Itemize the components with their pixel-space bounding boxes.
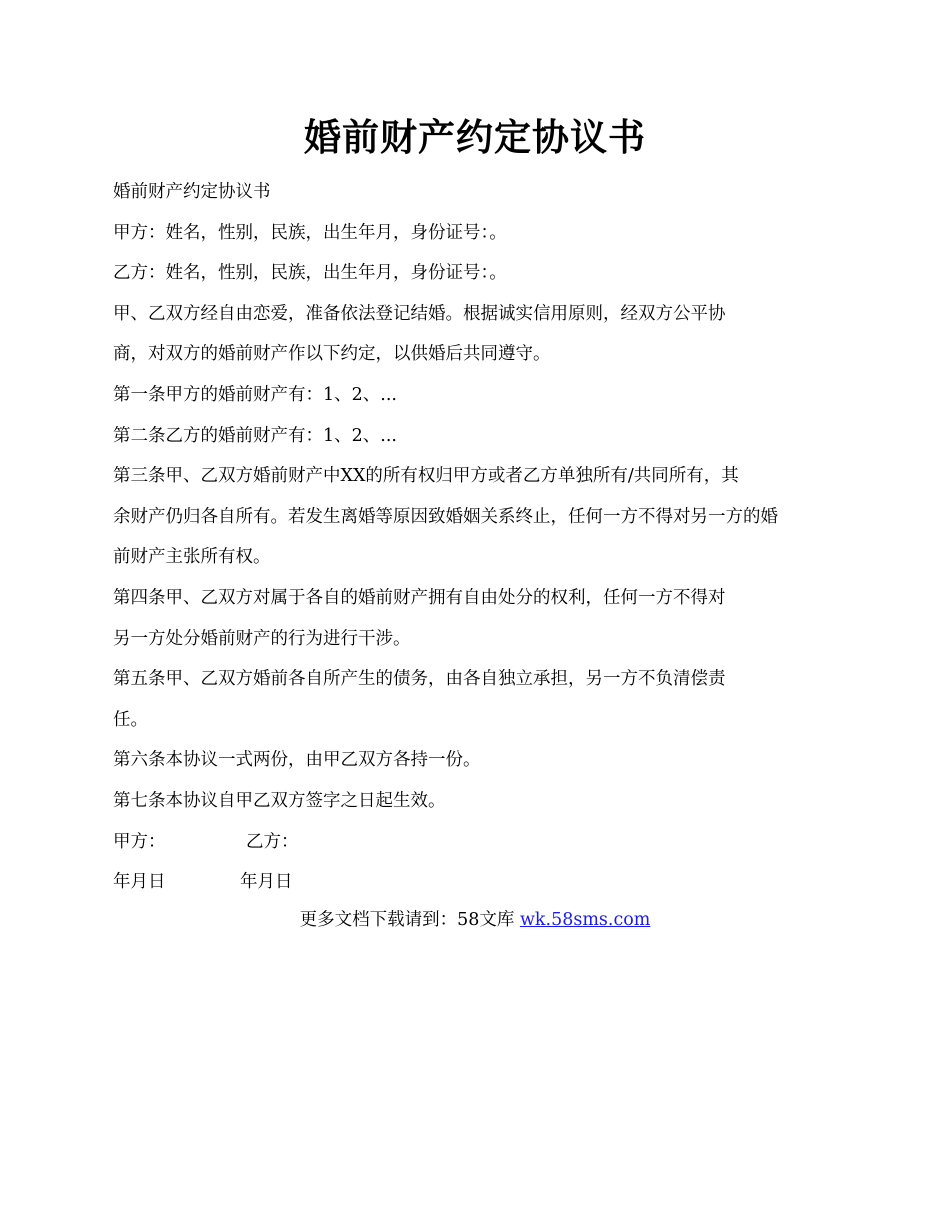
article-4-line-1: 第四条甲、乙双方对属于各自的婚前财产拥有自由处分的权利，任何一方不得对 [113,587,726,608]
party-b-line: 乙方：姓名，性别，民族，出生年月，身份证号：。 [113,263,507,284]
article-5-line-2: 任。 [113,709,148,730]
party-b-date-label: 年月日 [240,872,293,893]
document-body [113,172,833,903]
party-a-signature-label: 甲方： [113,831,166,852]
date-row [113,862,833,903]
article-2-line: 第二条乙方的婚前财产有：1、2、... [113,425,397,446]
article-3-line-3: 前财产主张所有权。 [113,547,271,568]
article-3-line-2: 余财产仍归各自所有。若发生离婚等原因致婚姻关系终止，任何一方不得对另一方的婚 [113,506,778,527]
footer-link[interactable]: wk.58sms.com [519,910,651,930]
article-5-line-1: 第五条甲、乙双方婚前各自所产生的债务，由各自独立承担，另一方不负清偿责 [113,669,726,690]
article-7-line: 第七条本协议自甲乙双方签字之日起生效。 [113,790,446,811]
article-6-line: 第六条本协议一式两份，由甲乙双方各持一份。 [113,750,481,771]
footer-text: 更多文档下载请到：58文库 [299,910,520,930]
party-b-signature-label: 乙方： [246,831,299,852]
footer [0,902,950,938]
preamble-line-2: 商，对双方的婚前财产作以下约定，以供婚后共同遵守。 [113,344,551,365]
party-a-line: 甲方：姓名，性别，民族，出生年月，身份证号：。 [113,222,507,243]
subtitle-line: 婚前财产约定协议书 [113,182,271,202]
signature-row [113,822,833,863]
party-a-date-label: 年月日 [113,872,166,893]
document-title: 婚前财产约定协议书 [304,115,646,159]
article-1-line: 第一条甲方的婚前财产有：1、2、... [113,384,397,405]
article-3-line-1: 第三条甲、乙双方婚前财产中XX的所有权归甲方或者乙方单独所有/共同所有，其 [113,466,739,487]
preamble-line-1: 甲、乙双方经自由恋爱，准备依法登记结婚。根据诚实信用原则，经双方公平协 [113,303,726,324]
article-4-line-2: 另一方处分婚前财产的行为进行干涉。 [113,628,411,649]
